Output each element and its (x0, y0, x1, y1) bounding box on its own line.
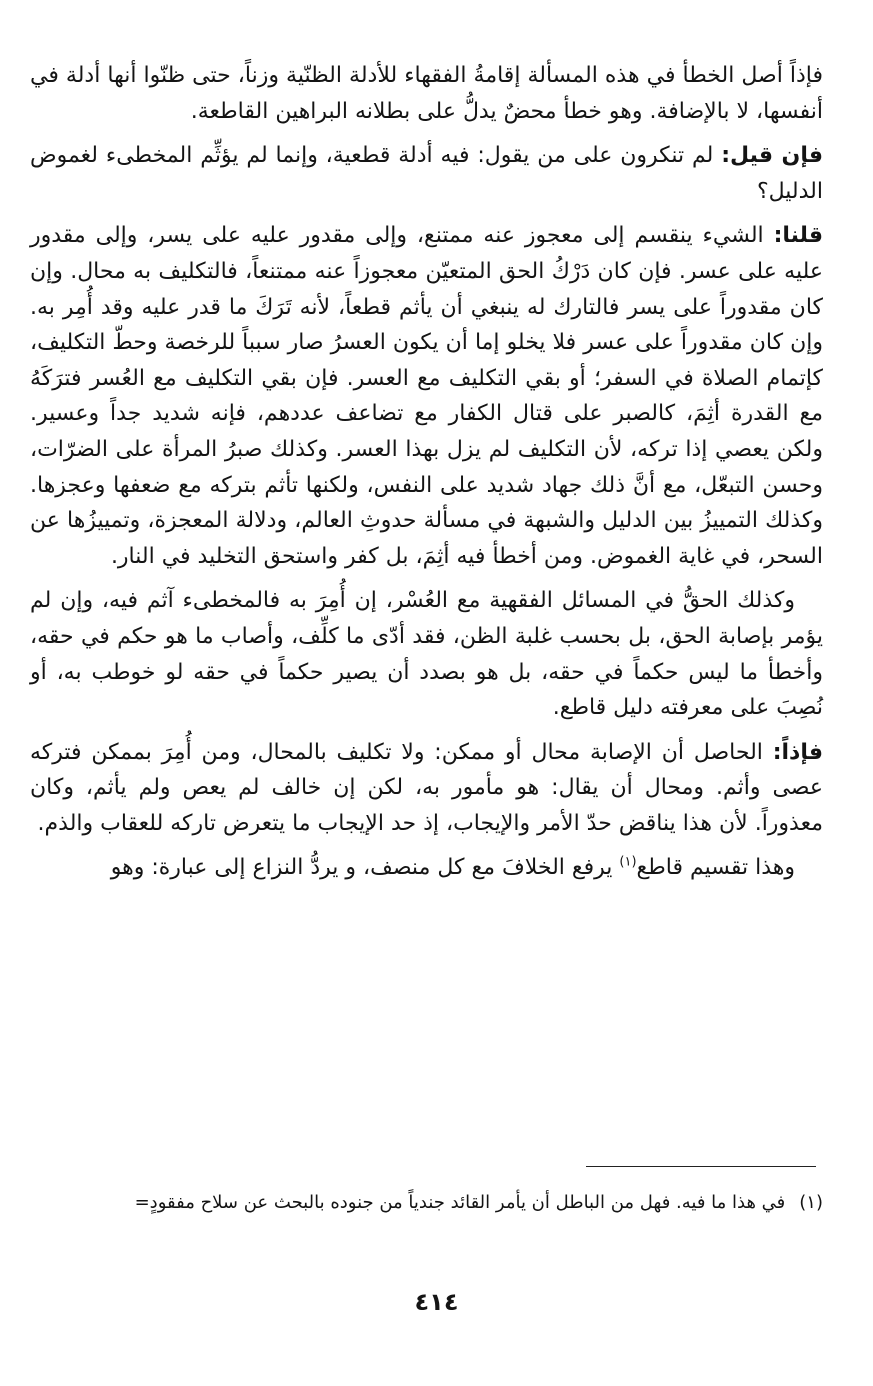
paragraph-1 (30, 58, 823, 129)
paragraph-text: وهذا تقسيم قاطع (636, 855, 795, 881)
footnote-text: في هذا ما فيه. فهل من الباطل أن يأمر القائد جندياً من جنوده بالبحث عن سلاح مفقودٍ= (134, 1192, 786, 1213)
paragraph-text: وكذلك الحقُّ في المسائل الفقهية مع العُسْر، إن أُمِرَ به فالمخطىء آثم فيه، وإن لم يؤمر بإصابة الحق، بل بحسب غلبة الظن، فقد أدّى ما كلِّف، وأصاب ما هو حكم في حقه، وأخطأ ما ليس حكماً في حقه، بل هو بصدد أن يصير حكماً في حقه لو خوطب به، أو نُصِبَ على معرفته دليل قاطع. (30, 588, 823, 721)
paragraph-2 (30, 138, 823, 209)
page-number: ٤١٤ (414, 1288, 459, 1316)
footnote-reference[interactable]: (١) (619, 855, 637, 871)
paragraph-lead: قلنا: (773, 223, 823, 249)
footnote (26, 1188, 823, 1218)
paragraph-text: الشيء ينقسم إلى معجوز عنه ممتنع، وإلى مقدور عليه على يسر، وإلى مقدور عليه على عسر. فإن كان دَرْكُ الحق المتعيّن معجوزاً عنه ممتنعاً، فالتكليف به محال. وإن كان مقدوراً على يسر فالتارك له ينبغي أن يأثم قطعاً، لأنه تَرَكَ ما قدر عليه وقد أُمِر به. وإن كان مقدوراً على عسر فلا يخلو إما أن يكون العسرُ صار سبباً للرخصة وحطّ التكليف، كإتمام الصلاة في السفر؛ أو بقي التكليف مع العسر. فإن بقي التكليف مع العُسر فترَكَهُ مع القدرة أثِمَ، كالصبر على قتال الكفار مع تضاعف عددهم، فإنه شديد جداً وعسير. ولكن يعصي إذا تركه، لأن التكليف لم يزل بهذا العسر. وكذلك صبرُ المرأة على الضرّات، وحسن التبعّل، مع أنَّ ذلك جهاد شديد على النفس، ولكنها تأثم بتركه مع ضعفها وعجزها. وكذلك التمييزُ بين الدليل والشبهة في مسألة حدوثِ العالم، ودلالة المعجزة، وتمييزُها عن السحر، في غاية الغموض. ومن أخطأ فيه أثِمَ، بل كفر واستحق التخليد في النار. (30, 223, 823, 569)
footnote-separator (586, 1166, 816, 1167)
paragraph-4 (30, 583, 823, 725)
paragraph-6 (30, 850, 823, 886)
paragraph-lead: فإذاً: (772, 739, 823, 765)
paragraph-3 (30, 218, 823, 574)
paragraph-text-continued: يرفع الخلافَ مع كل منصف، و يردُّ النزاع إلى عبارة: وهو (110, 855, 620, 881)
paragraph-text: الحاصل أن الإصابة محال أو ممكن: ولا تكليف بالمحال، ومن أُمِرَ بممكن فتركه عصى وأثم. ومحال أن يقال: هو مأمور به، لكن إن خالف لم يعص ولم يأثم، وكان معذوراً. لأن هذا يناقض حدّ الأمر والإيجاب، إذ حد الإيجاب ما يتعرض تاركه للعقاب والذم. (30, 739, 823, 836)
paragraph-text: لم تنكرون على من يقول: فيه أدلة قطعية، وإنما لم يؤثِّم المخطىء لغموض الدليل؟ (30, 143, 823, 204)
paragraph-5 (30, 735, 823, 842)
footnote-number: (١) (799, 1192, 823, 1213)
paragraph-lead: فإن قيل: (721, 143, 823, 169)
paragraph-text: فإذاً أصل الخطأ في هذه المسألة إقامةُ الفقهاء للأدلة الظنّية وزناً، حتى ظنّوا أنها أدلة في أنفسها، لا بالإضافة. وهو خطأ محضٌ يدلُّ على بطلانه البراهين القاطعة. (30, 63, 823, 124)
body-text (30, 58, 823, 895)
